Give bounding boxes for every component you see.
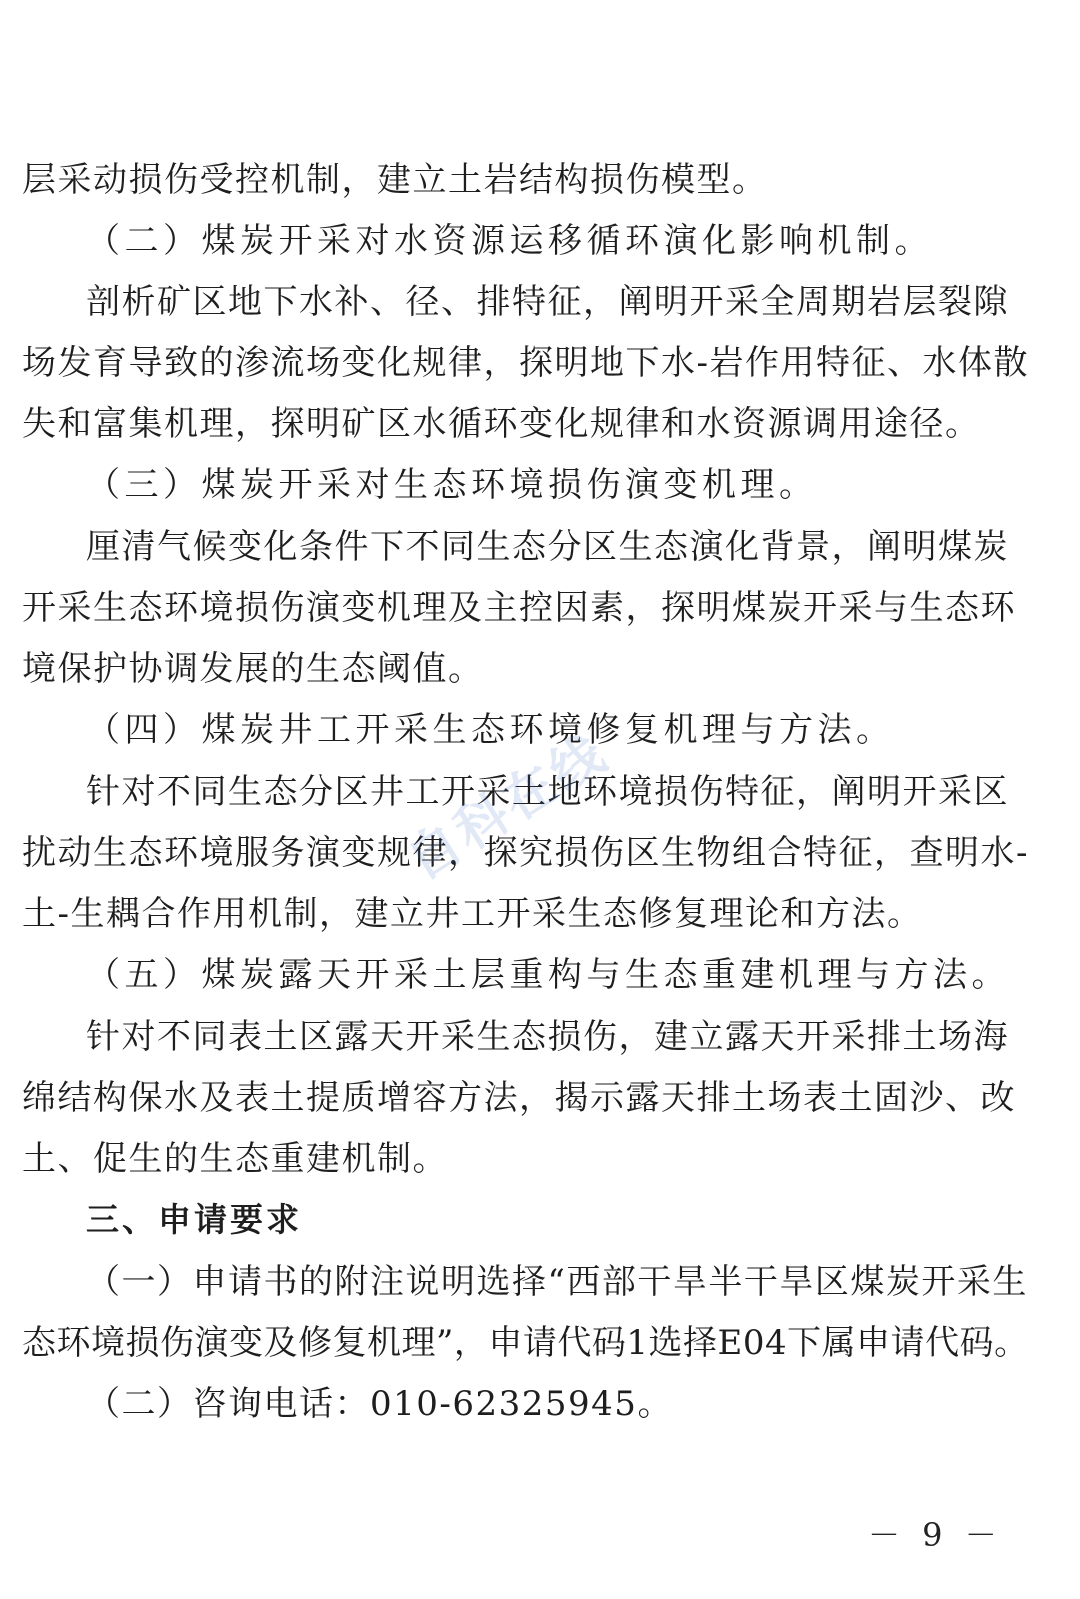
paragraph-line: 态环境损伤演变及修复机理”，申请代码1选择E04下属申请代码。 [22, 1323, 1029, 1363]
paragraph-line: 失和富集机理，探明矿区水循环变化规律和水资源调用途径。 [22, 404, 981, 444]
watermark: 自科在线 [396, 722, 619, 892]
subsection-heading: （二）煤炭开采对水资源运移循环演化影响机制。 [86, 221, 933, 261]
paragraph-line: 土、促生的生态重建机制。 [22, 1139, 448, 1179]
paragraph-line: 剖析矿区地下水补、径、排特征，阐明开采全周期岩层裂隙 [86, 282, 1009, 322]
subsection-heading: （四）煤炭井工开采生态环境修复机理与方法。 [86, 710, 895, 750]
subsection-heading: （五）煤炭露天开采土层重构与生态重建机理与方法。 [86, 955, 1010, 995]
section-heading: 三、申请要求 [86, 1200, 302, 1239]
paragraph-line: 针对不同生态分区井工开采土地环境损伤特征，阐明开采区 [86, 772, 1009, 812]
page-number: － 9 － [868, 1516, 1003, 1554]
paragraph-line: 扰动生态环境服务演变规律，探究损伤区生物组合特征，查明水- [22, 833, 1029, 873]
paragraph-line: （二）咨询电话：010-62325945。 [86, 1384, 673, 1424]
paragraph-line: 层采动损伤受控机制，建立土岩结构损伤模型。 [22, 160, 768, 200]
paragraph-line: 开采生态环境损伤演变机理及主控因素，探明煤炭开采与生态环 [22, 588, 1016, 628]
paragraph-line: （一）申请书的附注说明选择“西部干旱半干旱区煤炭开采生 [86, 1262, 1028, 1302]
subsection-heading: （三）煤炭开采对生态环境损伤演变机理。 [86, 465, 818, 505]
paragraph-line: 针对不同表土区露天开采生态损伤，建立露天开采排土场海 [86, 1017, 1009, 1057]
paragraph-line: 场发育导致的渗流场变化规律，探明地下水-岩作用特征、水体散 [22, 343, 1029, 383]
paragraph-line: 土-生耦合作用机制，建立井工开采生态修复理论和方法。 [22, 894, 923, 934]
paragraph-line: 境保护协调发展的生态阈值。 [22, 649, 484, 689]
paragraph-line: 绵结构保水及表土提质增容方法，揭示露天排土场表土固沙、改 [22, 1078, 1016, 1118]
paragraph-line: 厘清气候变化条件下不同生态分区生态演化背景，阐明煤炭 [86, 527, 1009, 567]
